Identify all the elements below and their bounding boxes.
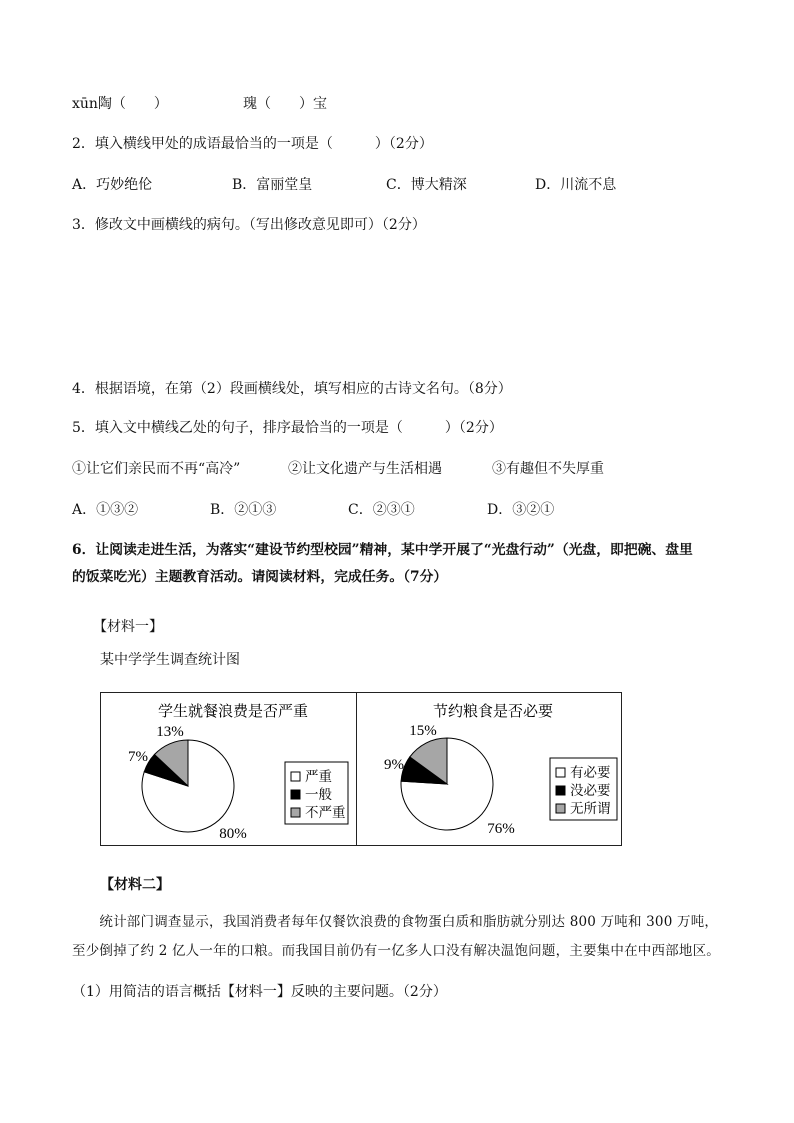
legend-entry: 严重 [305,769,332,785]
q5-sentence-2: ②让文化遗产与生活相遇 [288,461,442,477]
legend-entry: 无所谓 [570,801,611,817]
q5-option-b: B．②①③ [210,502,277,518]
legend-swatch [556,786,565,795]
q2-option-a: A．巧妙绝伦 [72,177,153,193]
legend-swatch [291,772,300,781]
question-6-line-1: 6．让阅读走进生活，为落实“建设节约型校园”精神，某中学开展了“光盘行动”（光盘，即把碗、盘里 [72,542,693,558]
q2-option-c: C．博大精深 [386,177,467,193]
legend-swatch [556,804,565,813]
q5-sentence-3: ③有趣但不失厚重 [492,461,604,477]
pinyin-item-a: xūn陶（ ） [72,96,168,112]
pie-chart-waste [100,692,356,846]
legend-swatch [291,808,300,817]
pie-label: 9% [384,757,404,773]
question-5: 5．填入文中横线乙处的句子，排序最恰当的一项是（ ）（2分） [72,420,503,436]
pinyin-item-b: 瑰（ ）宝 [243,96,327,112]
task-1: （1）用简洁的语言概括【材料一】反映的主要问题。（2分） [72,984,447,1000]
question-6-line-2: 的饭菜吃光）主题教育活动。请阅读材料，完成任务。（7分） [72,569,448,585]
question-3: 3．修改文中画横线的病句。（写出修改意见即可）（2分） [72,217,426,233]
pie-title: 学生就餐浪费是否严重 [157,702,309,720]
legend-entry: 不严重 [305,805,346,821]
material-2-line-1: 统计部门调查显示，我国消费者每年仅餐饮浪费的食物蛋白质和脂肪就分别达 800 万吨和 300 万吨， [72,914,719,930]
q5-option-c: C．②③① [348,502,415,518]
legend-entry: 没必要 [570,783,611,799]
material-2-line-2: 至少倒掉了约 2 亿人一年的口粮。而我国目前仍有一亿多人口没有解决温饱问题，主要集中在中西部地区。 [72,943,720,959]
q5-sentence-1: ①让它们亲民而不再“高冷” [72,461,241,477]
legend-entry: 一般 [305,787,332,803]
pie-label: 7% [128,749,148,765]
q2-option-b: B．富丽堂皇 [232,177,313,193]
legend-swatch [291,790,300,799]
legend-entry: 有必要 [570,765,611,781]
pie-label: 76% [487,821,515,837]
q2-option-d: D．川流不息 [535,177,617,193]
q5-option-d: D．③②① [487,502,555,518]
pie-label: 13% [156,724,184,740]
pie-chart-necessity [357,692,622,846]
material-1-label: 【材料一】 [93,619,163,635]
pie-label: 80% [219,826,247,842]
material-2-label: 【材料二】 [100,877,170,893]
material-1-caption: 某中学学生调查统计图 [100,652,240,668]
question-4: 4．根据语境，在第（2）段画横线处，填写相应的古诗文名句。（8分） [72,381,512,397]
legend-swatch [556,768,565,777]
q5-option-a: A．①③② [72,502,139,518]
pie-title: 节约粮食是否必要 [432,702,554,720]
question-2: 2．填入横线甲处的成语最恰当的一项是（ ）（2分） [72,136,433,152]
pie-label: 15% [409,723,437,739]
